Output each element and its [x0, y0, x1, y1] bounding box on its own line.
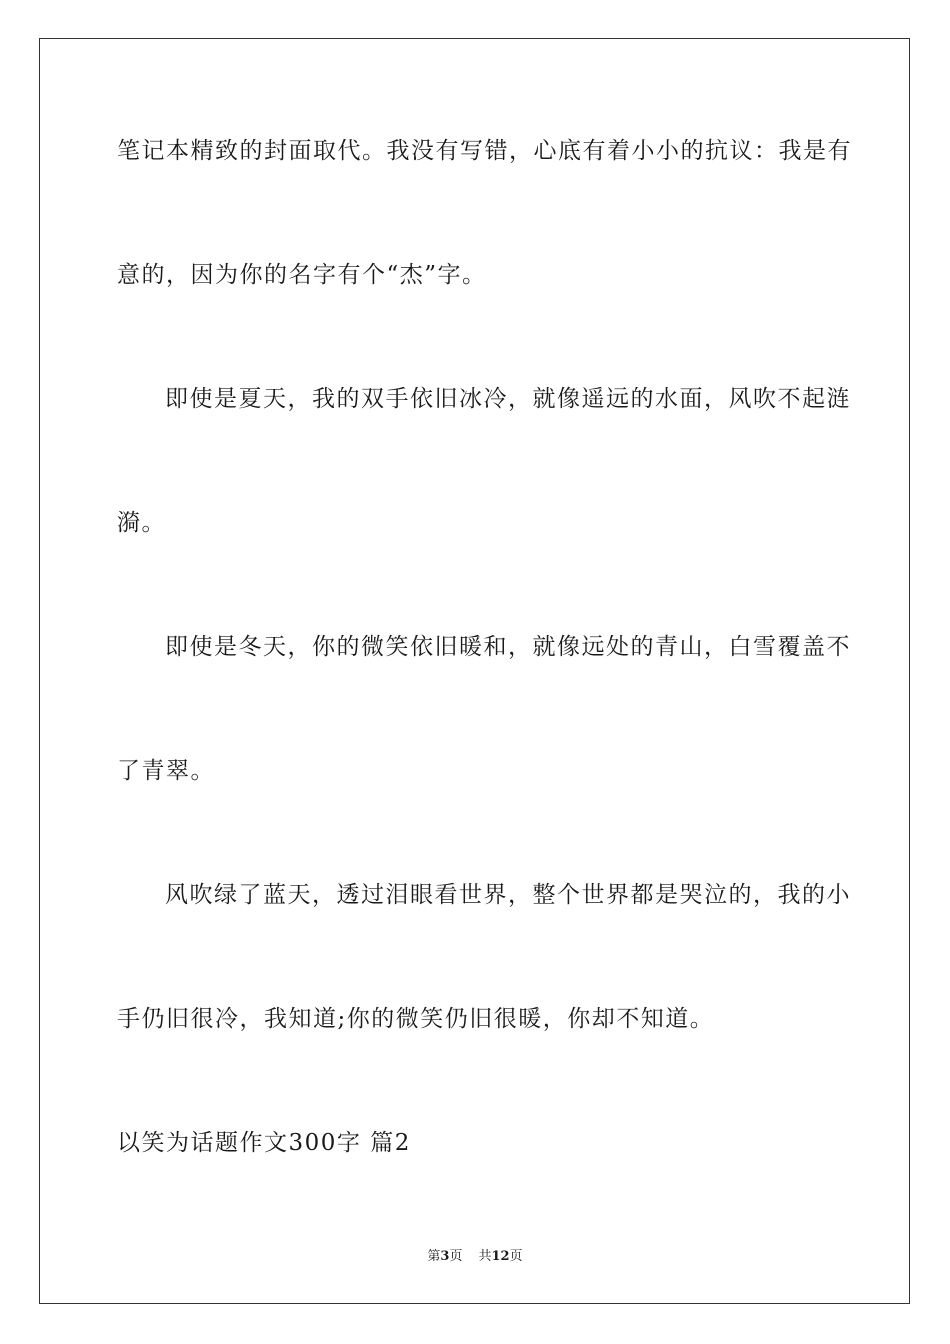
- footer-page-prefix: 第: [427, 1249, 441, 1264]
- text-line-6: 了青翠。: [117, 758, 215, 784]
- text-line-3: 即使是夏天，我的双手依旧冰冷，就像遥远的水面，风吹不起涟: [165, 386, 851, 412]
- text-line-4: 漪。: [117, 510, 166, 536]
- text-line-8: 手仍旧很冷，我知道;你的微笑仍旧很暖，你却不知道。: [117, 1006, 715, 1032]
- footer-total-prefix: 共: [478, 1249, 492, 1264]
- text-line-2: 意的，因为你的名字有个“杰”字。: [117, 262, 487, 288]
- text-line-5: 即使是冬天，你的微笑依旧暖和，就像远处的青山，白雪覆盖不: [165, 634, 851, 660]
- text-line-1: 笔记本精致的封面取代。我没有写错，心底有着小小的抗议：我是有: [117, 138, 852, 164]
- footer-total-suffix: 页: [509, 1249, 523, 1264]
- page-border: [39, 38, 910, 1304]
- footer-page-suffix: 页: [449, 1249, 463, 1264]
- footer-total-pages: 12: [491, 1249, 510, 1264]
- text-line-7: 风吹绿了蓝天，透过泪眼看世界，整个世界都是哭泣的，我的小: [165, 882, 851, 908]
- footer-page-number: 3: [440, 1249, 450, 1264]
- section-heading: 以笑为话题作文300字 篇2: [117, 1130, 411, 1156]
- page-footer: [0, 1248, 950, 1266]
